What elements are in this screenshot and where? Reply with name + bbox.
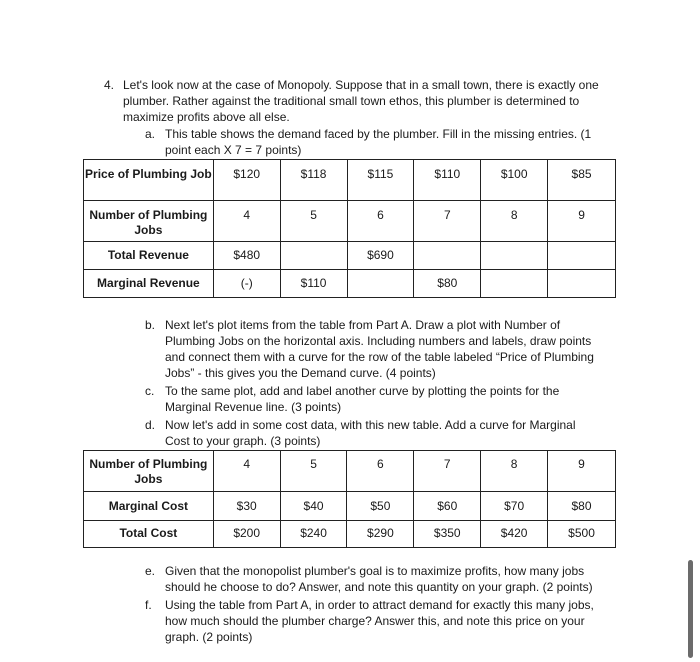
table-cell: 9 bbox=[548, 451, 616, 492]
table-cell: $290 bbox=[347, 521, 414, 548]
table-cell: $200 bbox=[213, 521, 280, 548]
demand-table bbox=[83, 159, 616, 298]
part-c-line-2: Marginal Revenue line. (3 points) bbox=[165, 400, 342, 414]
table-cell: $80 bbox=[548, 492, 616, 521]
table-cell: 8 bbox=[481, 201, 548, 242]
table-cell bbox=[481, 242, 548, 270]
part-a-line-2: point each X 7 = 7 points) bbox=[165, 143, 302, 157]
row-header: Total Revenue bbox=[84, 242, 214, 270]
table-cell: $240 bbox=[280, 521, 347, 548]
table-cell: $70 bbox=[481, 492, 548, 521]
table-cell: (-) bbox=[213, 270, 280, 298]
table-cell: $80 bbox=[414, 270, 481, 298]
table-cell bbox=[280, 242, 347, 270]
part-b-line-1: Next let's plot items from the table from Part A. Draw a plot with Number of bbox=[165, 318, 561, 332]
question-text: Let's look now at the case of Monopoly. Suppose that in a small town, there is exactly one plumber. Rather against the traditional small town ethos, this plumber is determined to maximize profits above all else. bbox=[123, 78, 599, 124]
part-b-line-2: Plumbing Jobs on the horizontal axis. Including numbers and labels, draw points bbox=[165, 334, 592, 348]
table-cell: $690 bbox=[347, 242, 414, 270]
table-cell: 9 bbox=[548, 201, 616, 242]
table-cell: $480 bbox=[213, 242, 280, 270]
table-cell: 5 bbox=[280, 201, 347, 242]
table-cell: 6 bbox=[347, 201, 414, 242]
table-row bbox=[84, 242, 616, 270]
part-c-line-1: To the same plot, add and label another curve by plotting the points for the bbox=[165, 384, 560, 398]
row-header: Marginal Revenue bbox=[84, 270, 214, 298]
part-d-line-2: Cost to your graph. (3 points) bbox=[165, 434, 321, 448]
table-cell: 4 bbox=[213, 451, 280, 492]
part-d-label: d. bbox=[145, 418, 156, 432]
table-cell: $50 bbox=[347, 492, 414, 521]
table-cell: $118 bbox=[280, 160, 347, 201]
table-cell bbox=[347, 270, 414, 298]
question-number: 4. bbox=[104, 78, 115, 92]
row-header: Number of Plumbing Jobs bbox=[84, 201, 214, 242]
part-e-line-2: should he choose to do? Answer, and note this quantity on your graph. (2 points) bbox=[165, 580, 593, 594]
table-row bbox=[84, 521, 616, 548]
table-row bbox=[84, 451, 616, 492]
part-f-line-2: how much should the plumber charge? Answer this, and note this price on your bbox=[165, 614, 585, 628]
table-cell: $40 bbox=[280, 492, 347, 521]
table-cell: $30 bbox=[213, 492, 280, 521]
table-row bbox=[84, 201, 616, 242]
part-f-label: f. bbox=[145, 598, 152, 612]
part-e-label: e. bbox=[145, 564, 156, 578]
part-b-line-3: and connect them with a curve for the row of the table labeled “Price of Plumbing bbox=[165, 350, 594, 364]
part-a-line-1: This table shows the demand faced by the plumber. Fill in the missing entries. (1 bbox=[165, 127, 592, 141]
row-header: Price of Plumbing Job bbox=[84, 160, 214, 201]
cost-table bbox=[83, 450, 616, 548]
part-c-label: c. bbox=[145, 384, 155, 398]
table-cell: $500 bbox=[548, 521, 616, 548]
table-row bbox=[84, 492, 616, 521]
table-cell: 7 bbox=[414, 451, 481, 492]
table-cell: 8 bbox=[481, 451, 548, 492]
table-cell: 6 bbox=[347, 451, 414, 492]
part-b-line-4: Jobs” - this gives you the Demand curve. (4 points) bbox=[165, 366, 436, 380]
table-cell: $120 bbox=[213, 160, 280, 201]
table-cell bbox=[548, 270, 616, 298]
table-cell: $110 bbox=[280, 270, 347, 298]
table-cell: $85 bbox=[548, 160, 616, 201]
table-cell: $110 bbox=[414, 160, 481, 201]
table-row bbox=[84, 270, 616, 298]
table-cell: $60 bbox=[414, 492, 481, 521]
table-cell bbox=[481, 270, 548, 298]
part-f-line-3: graph. (2 points) bbox=[165, 630, 253, 644]
part-e-line-1: Given that the monopolist plumber's goal is to maximize profits, how many jobs bbox=[165, 564, 585, 578]
row-header: Total Cost bbox=[84, 521, 214, 548]
vertical-scrollbar[interactable] bbox=[688, 560, 693, 658]
table-cell: 7 bbox=[414, 201, 481, 242]
table-cell: $420 bbox=[481, 521, 548, 548]
row-header: Marginal Cost bbox=[84, 492, 214, 521]
part-b-label: b. bbox=[145, 318, 156, 332]
row-header: Number of Plumbing Jobs bbox=[84, 451, 214, 492]
part-d-line-1: Now let's add in some cost data, with this new table. Add a curve for Marginal bbox=[165, 418, 576, 432]
part-f-line-1: Using the table from Part A, in order to attract demand for exactly this many jobs, bbox=[165, 598, 594, 612]
table-cell bbox=[414, 242, 481, 270]
table-cell: $100 bbox=[481, 160, 548, 201]
table-cell: 4 bbox=[213, 201, 280, 242]
table-cell: $115 bbox=[347, 160, 414, 201]
table-row bbox=[84, 160, 616, 201]
table-cell: $350 bbox=[414, 521, 481, 548]
table-cell bbox=[548, 242, 616, 270]
part-a-label: a. bbox=[145, 127, 156, 141]
table-cell: 5 bbox=[280, 451, 347, 492]
